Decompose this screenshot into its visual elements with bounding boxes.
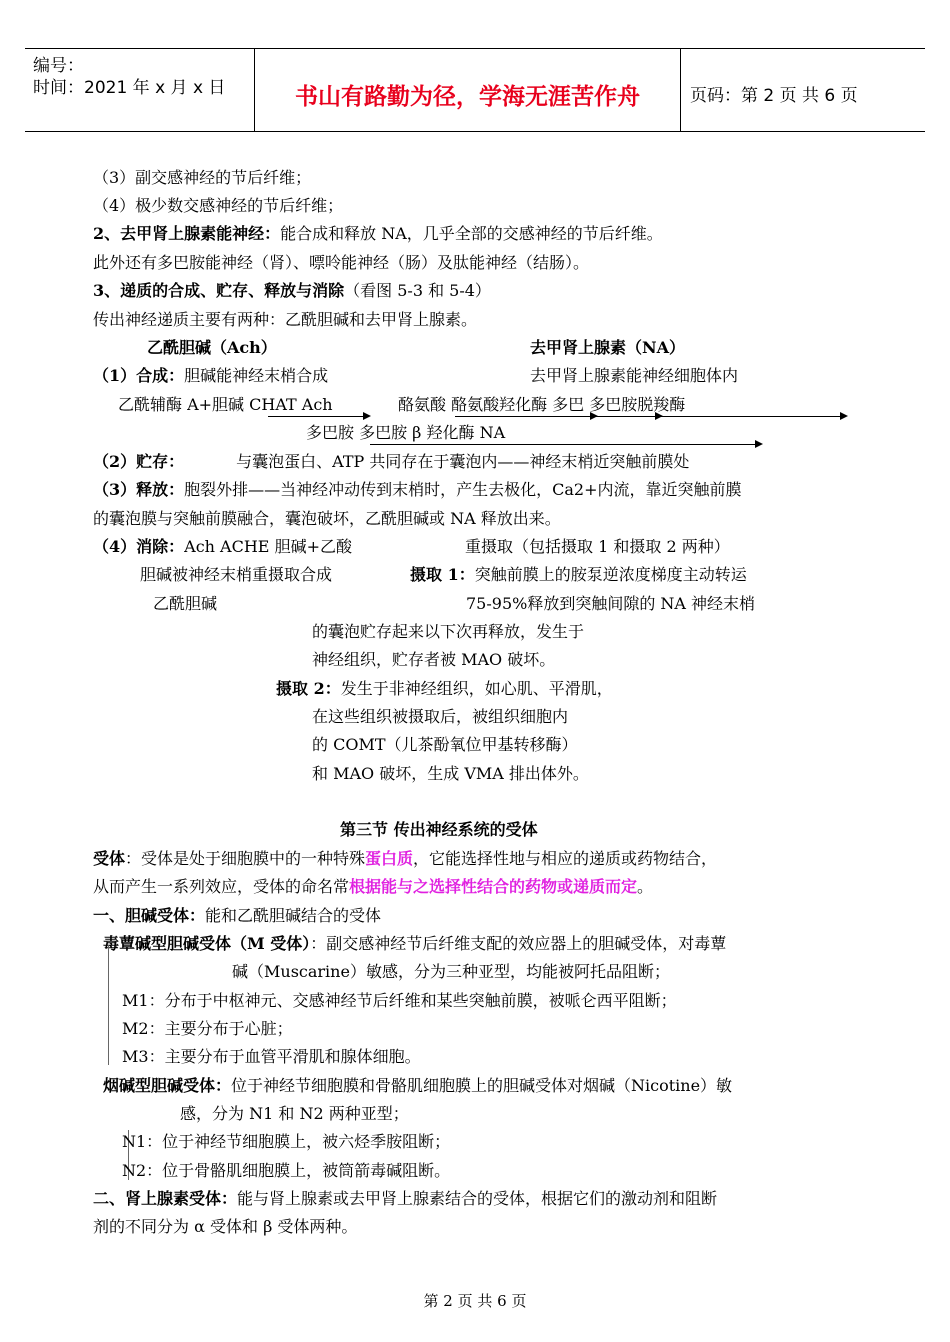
text-line: 去甲肾上腺素能神经细胞体内	[530, 366, 739, 385]
text: 从而产生一系列效应，受体的命名常	[93, 877, 350, 896]
heading: 2、去甲肾上腺素能神经：	[93, 224, 281, 243]
text: 突触前膜上的胺泵逆浓度梯度主动转运	[474, 565, 747, 584]
arrow	[370, 444, 755, 445]
text-line	[93, 450, 689, 474]
text: 。	[637, 877, 654, 896]
text-line: （3）副交感神经的节后纤维；	[93, 168, 312, 187]
text-line	[276, 677, 613, 701]
doc-time-label: 时间：2021 年 x 月 x 日	[33, 78, 226, 98]
text-line: 的囊泡贮存起来以下次再释放，发生于	[312, 622, 585, 641]
highlight: 根据能与之选择性结合的药物或递质而定	[349, 877, 638, 896]
heading: 一、胆碱受体：	[93, 906, 206, 925]
text-line: 多巴胺 多巴胺 β 羟化酶 NA	[306, 423, 506, 442]
page-header	[25, 48, 925, 132]
text-line: 乙酰辅酶 A+胆碱 CHAT Ach	[118, 395, 333, 414]
text: ：受体是处于细胞膜中的一种特殊	[125, 849, 366, 868]
text-line	[103, 1074, 732, 1098]
text-line: N2：位于骨骼肌细胞膜上，被筒箭毒碱阻断。	[122, 1161, 451, 1180]
text-line: 此外还有多巴胺能神经（肾）、嘌呤能神经（肠）及肽能神经（结肠）。	[93, 253, 590, 272]
text: ，它能选择性地与相应的递质或药物结合，	[413, 849, 718, 868]
text: 胆碱能神经末梢合成	[184, 366, 329, 385]
text: （看图 5-3 和 5-4）	[344, 281, 491, 300]
text-line	[93, 875, 653, 899]
heading: 二、肾上腺素受体：	[93, 1189, 238, 1208]
text-line: 重摄取（包括摄取 1 和摄取 2 两种）	[465, 537, 730, 556]
heading-na: 去甲肾上腺素（NA）	[530, 338, 686, 357]
text-line: 酪氨酸 酪氨酸羟化酶 多巴 多巴胺脱羧酶	[398, 395, 686, 414]
text-line: 乙酰胆碱	[153, 594, 218, 613]
text-line: 75-95%释放到突触间隙的 NA 神经末梢	[466, 594, 756, 613]
header-divider	[680, 49, 681, 131]
arrow	[655, 416, 840, 417]
text-line	[93, 847, 717, 871]
label: 摄取 2：	[276, 679, 341, 698]
header-meta	[33, 55, 225, 99]
arrow	[455, 416, 590, 417]
text-line: 神经组织，贮存者被 MAO 破坏。	[312, 650, 556, 669]
text-line	[93, 279, 491, 303]
text-line: 胆碱被神经末梢重摄取合成	[140, 565, 333, 584]
text: 与囊泡蛋白、ATP 共同存在于囊泡内——神经末梢近突触前膜处	[236, 452, 690, 471]
label: （4）消除：	[93, 537, 185, 556]
text-line: 碱（Muscarine）敏感，分为三种亚型，均能被阿托品阻断；	[232, 962, 670, 981]
text-line: M1：分布于中枢神元、交感神经节后纤维和某些突触前膜，被哌仑西平阻断；	[122, 991, 677, 1010]
header-motto: 书山有路勤为径，学海无涯苦作舟	[295, 84, 640, 110]
text-line	[93, 478, 742, 502]
text-line	[93, 535, 352, 559]
label: （1）合成：	[93, 366, 185, 385]
text-line: 感，分为 N1 和 N2 两种亚型；	[180, 1104, 409, 1123]
text: Ach ACHE 胆碱+乙酸	[184, 537, 352, 556]
text-line	[93, 364, 328, 388]
brace	[108, 945, 109, 1065]
text-line: 的 COMT（儿茶酚氧位甲基转移酶）	[312, 735, 578, 754]
label: （3）释放：	[93, 480, 185, 499]
text-line	[410, 563, 747, 587]
text-line	[103, 932, 726, 956]
label: （2）贮存：	[93, 452, 185, 471]
text: 胞裂外排——当神经冲动传到末梢时，产生去极化，Ca2+内流，靠近突触前膜	[184, 480, 742, 499]
text-line: （4）极少数交感神经的节后纤维；	[93, 196, 344, 215]
highlight: 蛋白质	[365, 849, 414, 868]
text-line	[93, 904, 381, 928]
text-line: M2：主要分布于心脏；	[122, 1019, 293, 1038]
label: 摄取 1：	[410, 565, 475, 584]
page-footer: 第 2 页 共 6 页	[423, 1292, 527, 1310]
heading: 3、递质的合成、贮存、释放与消除	[93, 281, 345, 300]
text: 位于神经节细胞膜和骨骼肌细胞膜上的胆碱受体对烟碱（Nicotine）敏	[231, 1076, 733, 1095]
term: 受体	[93, 849, 126, 868]
text: 能与肾上腺素或去甲肾上腺素结合的受体，根据它们的激动剂和阻断	[237, 1189, 718, 1208]
doc-number-label: 编号：	[33, 56, 84, 76]
text: 发生于非神经组织，如心肌、平滑肌，	[340, 679, 613, 698]
heading-ach: 乙酰胆碱（Ach）	[147, 338, 277, 357]
text-line: 传出神经递质主要有两种：乙酰胆碱和去甲肾上腺素。	[93, 310, 478, 329]
text-line: 的囊泡膜与突触前膜融合，囊泡破坏，乙酰胆碱或 NA 释放出来。	[93, 509, 561, 528]
arrow	[268, 416, 363, 417]
text-line	[93, 222, 663, 246]
term: 毒蕈碱型胆碱受体（M 受体）	[103, 934, 311, 953]
text-line: N1：位于神经节细胞膜上，被六烃季胺阻断；	[122, 1132, 451, 1151]
text-line: M3：主要分布于血管平滑肌和腺体细胞。	[122, 1047, 421, 1066]
text-line: 和 MAO 破坏，生成 VMA 排出体外。	[312, 764, 589, 783]
text-line: 在这些组织被摄取后，被组织细胞内	[312, 707, 569, 726]
arrow	[595, 416, 655, 417]
text: 能合成和释放 NA，几乎全部的交感神经的节后纤维。	[280, 224, 663, 243]
text: ：副交感神经节后纤维支配的效应器上的胆碱受体，对毒蕈	[310, 934, 727, 953]
text: 能和乙酰胆碱结合的受体	[205, 906, 382, 925]
term: 烟碱型胆碱受体：	[103, 1076, 232, 1095]
text-line	[93, 1187, 717, 1211]
header-page-number: 页码：第 2 页 共 6 页	[690, 86, 858, 106]
section-title: 第三节 传出神经系统的受体	[340, 820, 538, 839]
text-line: 剂的不同分为 α 受体和 β 受体两种。	[93, 1217, 358, 1236]
